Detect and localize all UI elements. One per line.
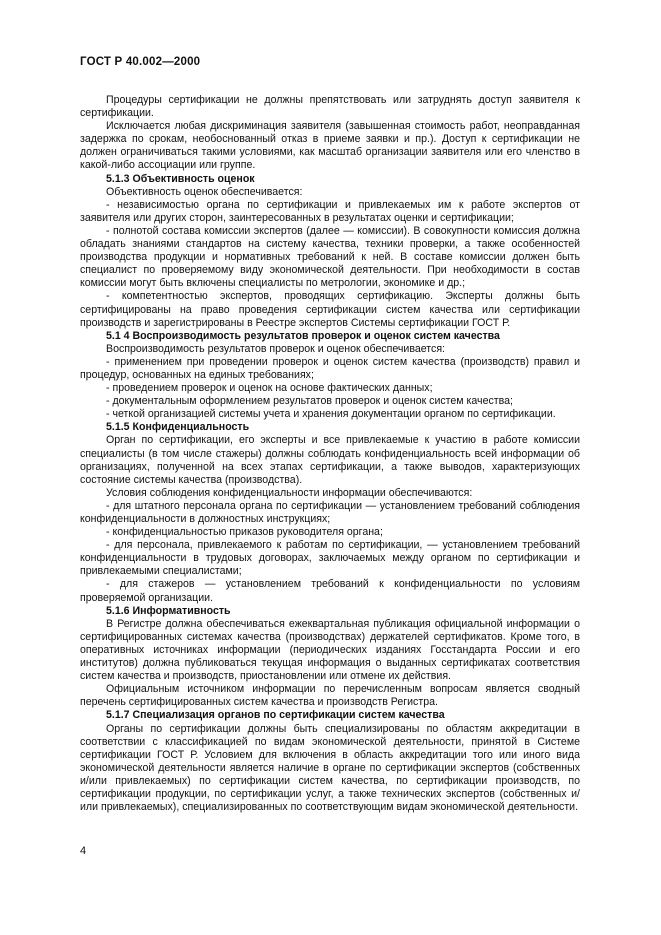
paragraph: Органы по сертификации должны быть специализированы по областям аккредитации в соответствии с классификацией по видам экономической деятельности, принятой в Системе сертификации ГОСТ Р. Условием для включения в область аккредитации того или иного вида экономической деятельности является наличие в органе по сертификации экспертов (собственных и/или привлекаемых) по сертификации систем качества, по сертификации производств, по сертификации продукции, по сертификации услуг, а также технических экспертов (собственных и/или привлекаемых), специализированных по соответствующим видам экономической деятельности. — [80, 722, 580, 814]
paragraph: - для стажеров — установлением требований к конфиденциальности по условиям проверяемой организации. — [80, 578, 580, 604]
paragraph: - для штатного персонала органа по сертификации — установлением требований соблюдения конфиденциальности в должностных инструкциях; — [80, 499, 580, 525]
document-body — [80, 94, 580, 814]
section-heading: 5.1.3 Объективность оценок — [106, 172, 255, 185]
paragraph: - для персонала, привлекаемого к работам по сертификации, — установлением требований конфиденциальности в трудовых договорах, заключаемых между органом по сертификации и привлекаемыми специалистами; — [80, 539, 580, 578]
paragraph: - конфиденциальностью приказов руководителя органа; — [106, 526, 383, 539]
paragraph: - независимостью органа по сертификации и привлекаемых им к работе экспертов от заявителя или других сторон, заинтересованных в результатах оценки и сертификации; — [80, 198, 580, 224]
section-heading: 5.1 4 Воспроизводимость результатов проверок и оценок систем качества — [106, 329, 500, 342]
page-number: 4 — [80, 845, 87, 857]
paragraph: - четкой организацией системы учета и хранения документации органом по сертификации. — [106, 408, 556, 421]
paragraph: В Регистре должна обеспечиваться ежеквартальная публикация официальной информации о сертифицированных системах качества (производствах) держателей сертификатов. Кроме того, в оперативных источниках информации (периодических изданиях Госстандарта России и его институтов) должна публиковаться текущая информация о выданных сертификатах соответствия систем качества и производств, приостановлении или отмене их действия. — [80, 617, 580, 683]
section-heading: 5.1.6 Информативность — [106, 604, 231, 617]
paragraph: Условия соблюдения конфиденциальности информации обеспечиваются: — [106, 486, 473, 499]
paragraph: - документальным оформлением результатов проверок и оценок систем качества; — [106, 395, 513, 408]
section-heading: 5.1.5 Конфиденциальность — [106, 421, 250, 434]
paragraph: Орган по сертификации, его эксперты и все привлекаемые к участию в работе комиссии специалисты (в том числе стажеры) должны соблюдать конфиденциальность всей информации об организациях, полученной на всех этапах сертификации, а также выводов, характеризующих состояние системы качества (производства). — [80, 434, 580, 486]
section-heading: 5.1.7 Специализация органов по сертификации систем качества — [106, 709, 445, 722]
paragraph: Исключается любая дискриминация заявителя (завышенная стоимость работ, неоправданная задержка по срокам, необоснованный отказ в приеме заявки и пр.). Доступ к сертификации не должен ограничиваться такими условиями, как масштаб организации заявителя или его членство в какой-либо ассоциации или группе. — [80, 120, 580, 172]
paragraph: - полнотой состава комиссии экспертов (далее — комиссии). В совокупности комиссия должна обладать знаниями стандартов на систему качества, техники проверки, а также особенностей производства продукции и нормативных требований к ней. В составе комиссии должен быть специалист по проверяемому виду экономической деятельности. При необходимости в состав комиссии могут быть включены специалисты по метрологии, экономике и др.; — [80, 224, 580, 290]
paragraph: - применением при проведении проверок и оценок систем качества (производств) правил и процедур, основанных на единых требованиях; — [80, 355, 580, 381]
paragraph: Процедуры сертификации не должны препятствовать или затруднять доступ заявителя к сертификации. — [80, 94, 580, 120]
paragraph: Объективность оценок обеспечивается: — [106, 185, 303, 198]
paragraph: Воспроизводимость результатов проверок и оценок обеспечивается: — [106, 342, 446, 355]
paragraph: - компетентностью экспертов, проводящих сертификацию. Эксперты должны быть сертифицированы на право проведения сертификации систем качества или сертификации производств и зарегистрированы в Реестре экспертов Системы сертификации ГОСТ Р. — [80, 290, 580, 329]
paragraph: - проведением проверок и оценок на основе фактических данных; — [106, 382, 433, 395]
paragraph: Официальным источником информации по перечисленным вопросам является сводный перечень сертифицированных систем качества и производств Регистра. — [80, 683, 580, 709]
document-header: ГОСТ Р 40.002—2000 — [80, 56, 201, 68]
